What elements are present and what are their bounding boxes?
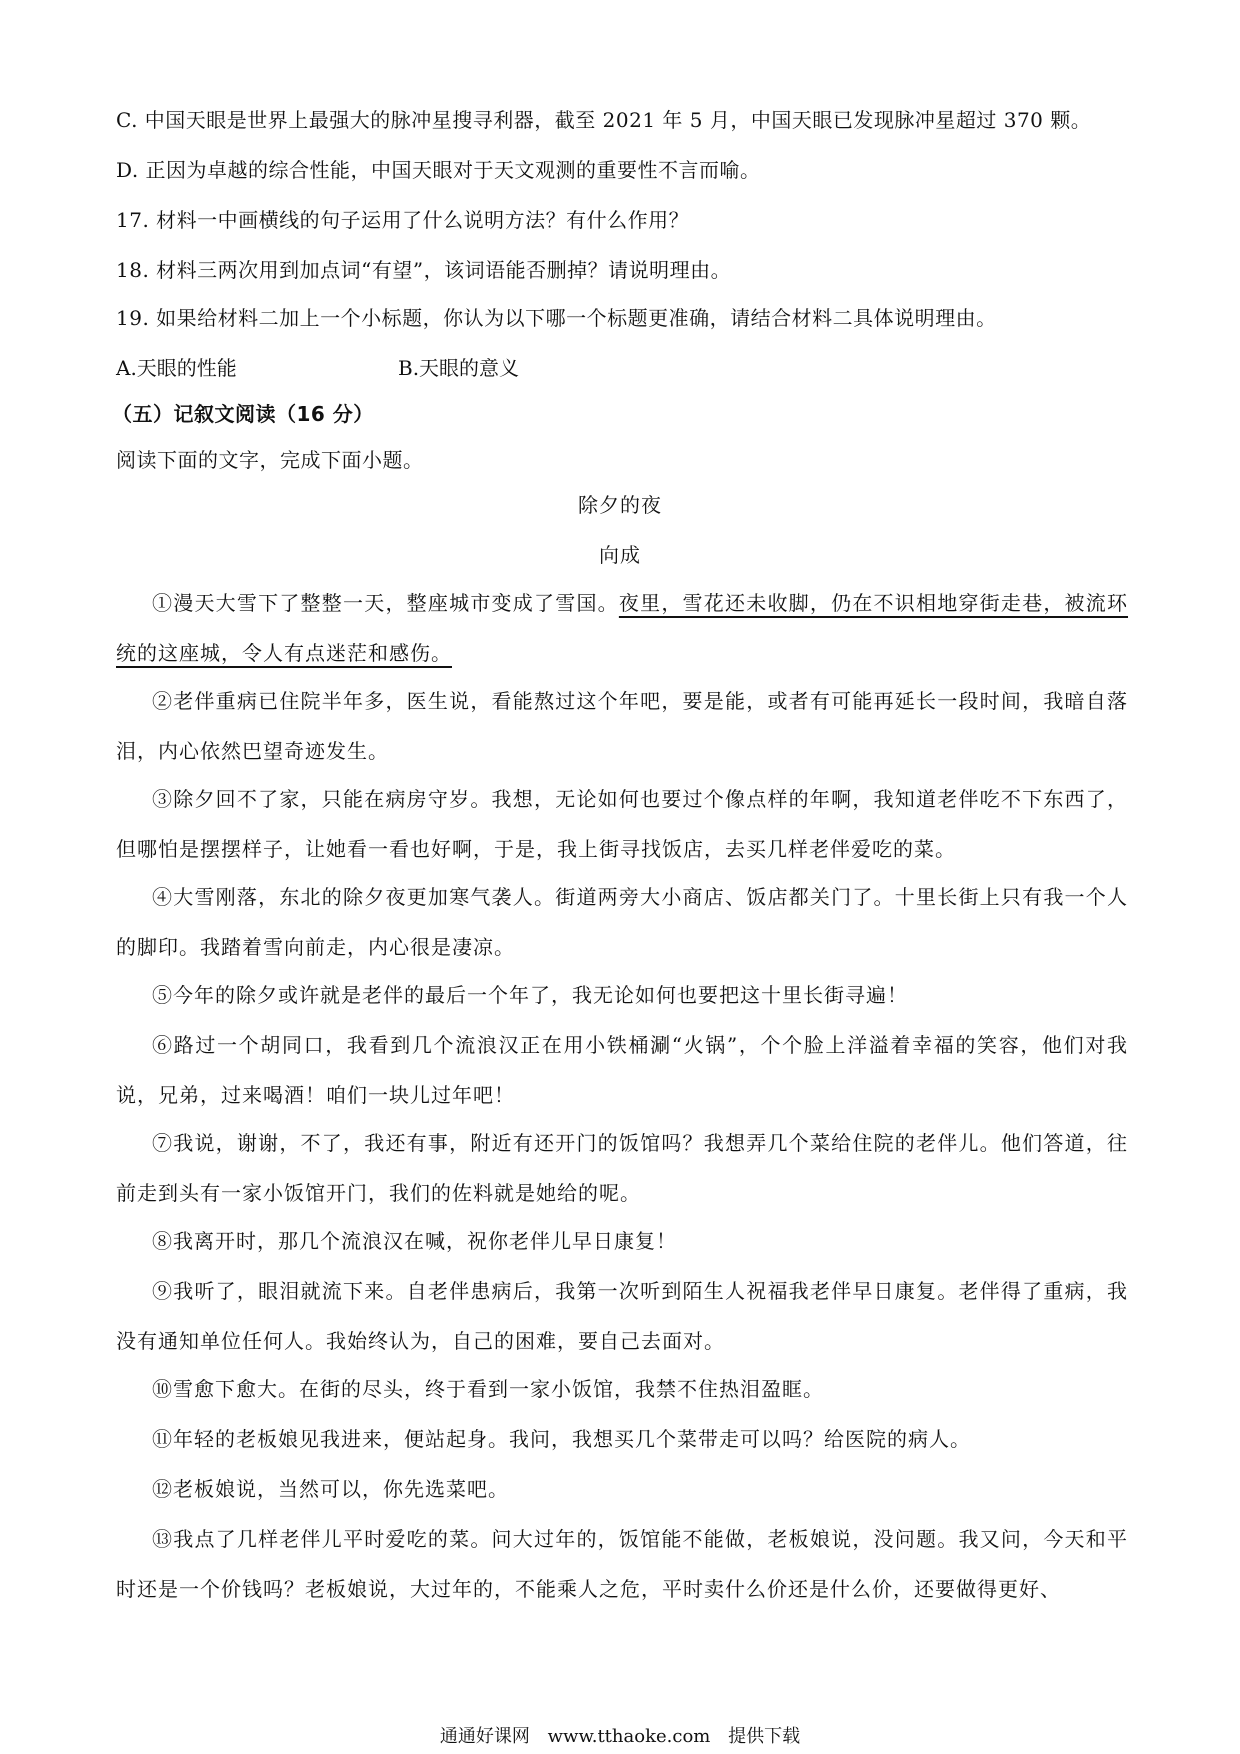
question-19: 19. 如果给材料二加上一个小标题，你认为以下哪一个标题更准确，请结合材料二具体说明理由。 bbox=[116, 306, 997, 330]
paragraph-7: ⑦我说，谢谢，不了，我还有事，附近有还开门的饭馆吗？我想弄几个菜给住院的老伴儿。他们答道，往前走到头有一家小饭馆开门，我们的佐料就是她给的呢。 bbox=[116, 1131, 1128, 1205]
paragraph-9: ⑨我听了，眼泪就流下来。自老伴患病后，我第一次听到陌生人祝福我老伴早日康复。老伴得了重病，我没有通知单位任何人。我始终认为，自己的困难，要自己去面对。 bbox=[116, 1279, 1128, 1353]
paragraph-11: ⑪年轻的老板娘见我进来，便站起身。我问，我想买几个菜带走可以吗？给医院的病人。 bbox=[152, 1427, 971, 1451]
question-19-option-b: B.天眼的意义 bbox=[398, 356, 520, 380]
question-18: 18. 材料三两次用到加点词“有望”，该词语能否删掉？请说明理由。 bbox=[116, 258, 732, 282]
paragraph-8: ⑧我离开时，那几个流浪汉在喊，祝你老伴儿早日康复！ bbox=[152, 1229, 677, 1253]
question-19-option-a: A.天眼的性能 bbox=[116, 356, 237, 380]
section-instruction: 阅读下面的文字，完成下面小题。 bbox=[116, 448, 424, 472]
paragraph-2: ②老伴重病已住院半年多，医生说，看能熬过这个年吧，要是能，或者有可能再延长一段时间，我暗自落泪，内心依然巴望奇迹发生。 bbox=[116, 689, 1128, 763]
underlined-sentence: 夜里，雪花还未收脚，仍在不识相地穿街走巷，被流环统的这座城，令人有点迷茫和感伤。 bbox=[116, 591, 1129, 665]
paragraph-12: ⑫老板娘说，当然可以，你先选菜吧。 bbox=[152, 1477, 509, 1501]
page-footer bbox=[0, 1722, 1240, 1748]
story-author: 向成 bbox=[599, 543, 641, 567]
paragraph-3: ③除夕回不了家，只能在病房守岁。我想，无论如何也要过个像点样的年啊，我知道老伴吃不下东西了，但哪怕是摆摆样子，让她看一看也好啊，于是，我上街寻找饭店，去买几样老伴爱吃的菜。 bbox=[116, 787, 1128, 861]
paragraph-5: ⑤今年的除夕或许就是老伴的最后一个年了，我无论如何也要把这十里长街寻遍！ bbox=[152, 983, 908, 1007]
footer-site-name: 通通好课网 bbox=[439, 1726, 530, 1747]
option-d: D. 正因为卓越的综合性能，中国天眼对于天文观测的重要性不言而喻。 bbox=[116, 158, 761, 182]
option-c: C. 中国天眼是世界上最强大的脉冲星搜寻利器，截至 2021 年 5 月，中国天眼已发现脉冲星超过 370 颗。 bbox=[116, 108, 1092, 132]
paragraph-6: ⑥路过一个胡同口，我看到几个流浪汉正在用小铁桶涮“火锅”，个个脸上洋溢着幸福的笑容，他们对我说，兄弟，过来喝酒！咱们一块儿过年吧！ bbox=[116, 1033, 1128, 1107]
section-heading: （五）记叙文阅读（16 分） bbox=[112, 402, 374, 426]
paragraph-10: ⑩雪愈下愈大。在街的尽头，终于看到一家小饭馆，我禁不住热泪盈眶。 bbox=[152, 1377, 824, 1401]
paragraph-1-text: ①漫天大雪下了整整一天，整座城市变成了雪国。 bbox=[152, 591, 619, 615]
story-title: 除夕的夜 bbox=[578, 493, 662, 517]
question-17: 17. 材料一中画横线的句子运用了什么说明方法？有什么作用？ bbox=[116, 208, 690, 232]
footer-url[interactable]: www.tthaoke.com bbox=[547, 1726, 711, 1747]
paragraph-4: ④大雪刚落，东北的除夕夜更加寒气袭人。街道两旁大小商店、饭店都关门了。十里长街上只有我一个人的脚印。我踏着雪向前走，内心很是凄凉。 bbox=[116, 885, 1128, 959]
paragraph-1 bbox=[116, 578, 1128, 678]
paragraph-13: ⑬我点了几样老伴儿平时爱吃的菜。问大过年的，饭馆能不能做，老板娘说，没问题。我又问，今天和平时还是一个价钱吗？老板娘说，大过年的，不能乘人之危，平时卖什么价还是什么价，还要做得更好、 bbox=[116, 1527, 1128, 1601]
footer-note: 提供下载 bbox=[728, 1726, 801, 1747]
